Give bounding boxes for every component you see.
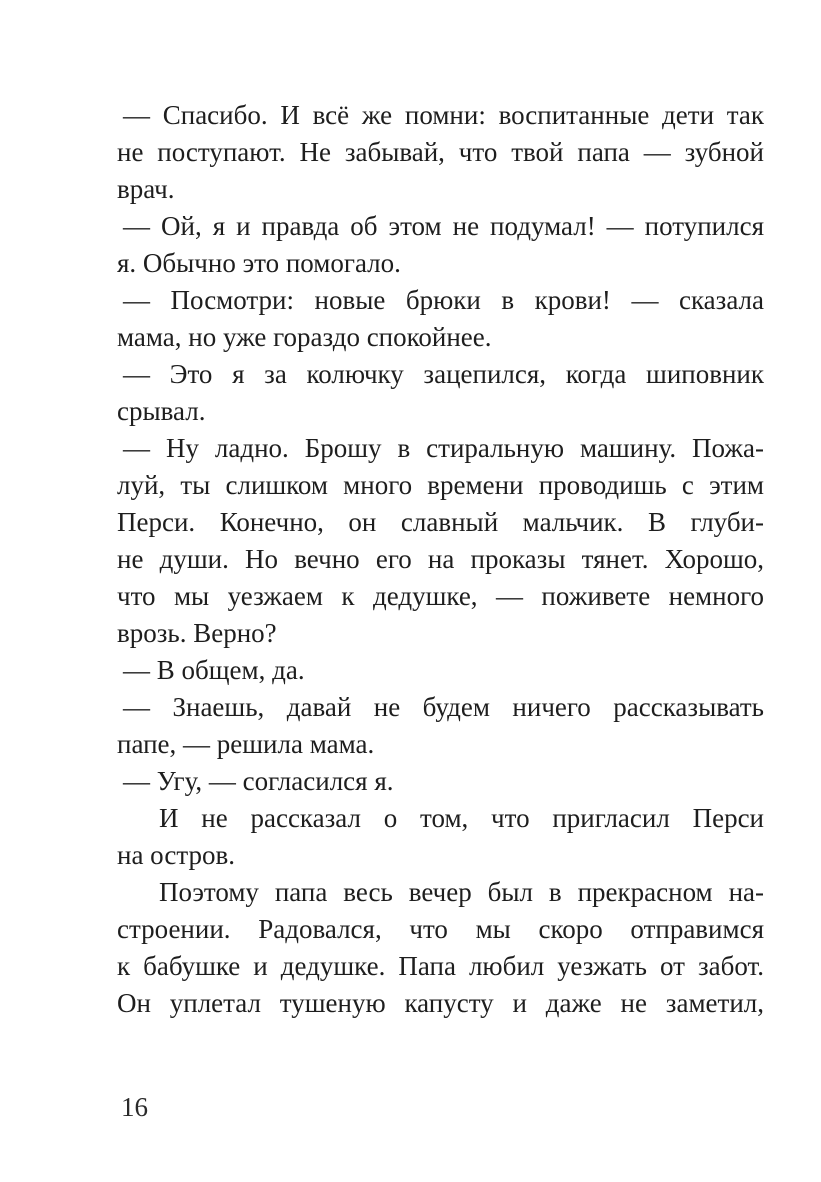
text-line: — Посмотри: новые брюки в крови! — сказала [123,285,764,315]
text-line: не поступают. Не забывай, что твой папа — зубной [117,137,764,167]
text-line: — Ой, я и правда об этом не подумал! — потупился [123,211,764,241]
text-line: — Угу, — согласился я. [123,766,394,796]
text-line: — В общем, да. [123,655,305,685]
text-line: строении. Радовался, что мы скоро отправимся [117,914,764,944]
text-line: срывал. [117,396,206,426]
text-line: что мы уезжаем к дедушке, — поживете немного [117,581,764,611]
text-line: — Знаешь, давай не будем ничего рассказывать [123,692,764,722]
text-line: мама, но уже гораздо спокойнее. [117,322,492,352]
text-line: не души. Но вечно его на проказы тянет. Хорошо, [117,544,764,574]
page-text [117,97,764,1022]
text-line: к бабушке и дедушке. Папа любил уезжать от забот. [117,951,764,981]
text-line: — Ну ладно. Брошу в стиральную машину. Пожа- [123,433,764,463]
text-line: врач. [117,174,175,204]
text-line: на остров. [117,840,235,870]
text-line: — Это я за колючку зацепился, когда шиповник [123,359,764,389]
text-line: луй, ты слишком много времени проводишь с этим [117,470,764,500]
text-line: Перси. Конечно, он славный мальчик. В глуби- [117,507,764,537]
text-line: И не рассказал о том, что пригласил Перси [159,803,764,833]
page-number: 16 [121,1092,148,1122]
text-line: врозь. Верно? [117,618,277,648]
text-line: — Спасибо. И всё же помни: воспитанные дети так [123,100,764,130]
text-line: Поэтому папа весь вечер был в прекрасном на- [159,877,764,907]
text-line: Он уплетал тушеную капусту и даже не заметил, [117,988,764,1018]
text-line: папе, — решила мама. [117,729,375,759]
text-line: я. Обычно это помогало. [117,248,401,278]
